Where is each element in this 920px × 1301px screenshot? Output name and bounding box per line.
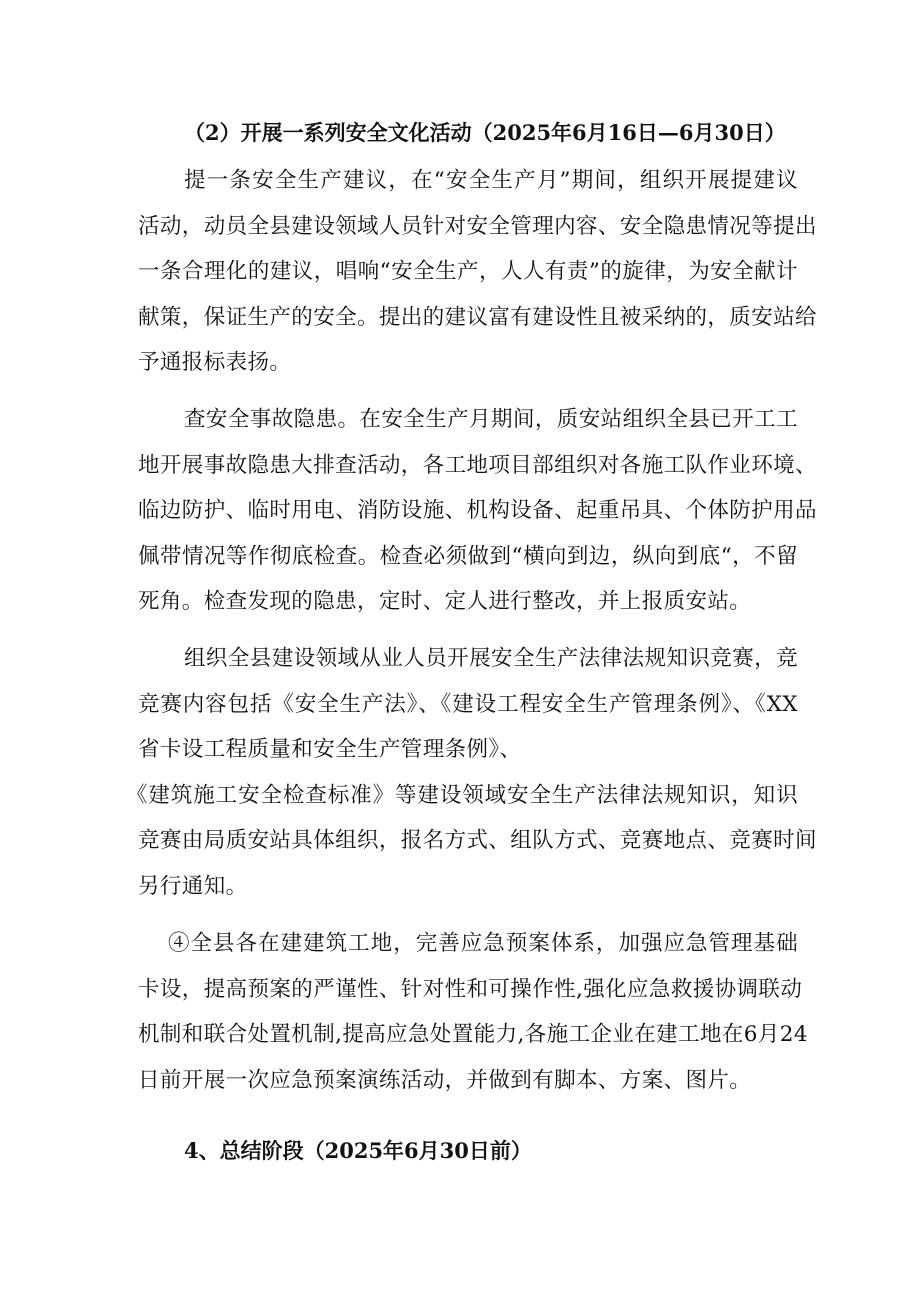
paragraph-line: 予通报标表扬。	[138, 350, 292, 375]
paragraph-line: 查安全事故隐患。在安全生产月期间，质安站组织全县已开工工	[184, 407, 798, 432]
stage-heading: 4、总结阶段（2025年6月30日前）	[184, 1138, 532, 1163]
paragraph-line: 省卡设工程质量和安全生产管理条例》、	[138, 737, 522, 762]
paragraph-line: 临边防护、临时用电、消防设施、机构设备、起重吊具、个体防护用品	[138, 498, 817, 523]
paragraph-line: 竞赛由局质安站具体组织，报名方式、组队方式、竞赛地点、竞赛时间	[138, 828, 817, 853]
paragraph-line: 组织全县建设领域从业人员开展安全生产法律法规知识竞赛，竞	[184, 646, 798, 671]
paragraph-line: ④全县各在建建筑工地，完善应急预案体系，加强应急管理基础	[168, 931, 798, 956]
paragraph-line: 死角。检查发现的隐患，定时、定人进行整改，并上报质安站。	[138, 589, 752, 614]
paragraph-line: 机制和联合处置机制,提高应急处置能力,各施工企业在建工地在6月24	[138, 1022, 808, 1047]
paragraph-line: 提一条安全生产建议，在“安全生产月”期间，组织开展提建议	[184, 168, 798, 193]
paragraph-line: 日前开展一次应急预案演练活动，并做到有脚本、方案、图片。	[138, 1067, 752, 1093]
paragraph-emergency-plan	[138, 921, 808, 1103]
paragraph-suggestion	[138, 158, 817, 386]
paragraph-line: 竞赛内容包括《安全生产法》、《建设工程安全生产管理条例》、《XX	[138, 691, 798, 717]
paragraph-hazard-check	[138, 397, 817, 625]
paragraph-line: 一条合理化的建议，唱响“安全生产，人人有责”的旋律，为安全献计	[138, 259, 798, 284]
paragraph-line: 活动，动员全县建设领域人员针对安全管理内容、安全隐患情况等提出	[138, 213, 817, 239]
paragraph-line: 卡设，提高预案的严谨性、针对性和可操作性,强化应急救援协调联动	[138, 976, 803, 1002]
paragraph-line: 另行通知。	[138, 873, 248, 899]
paragraph-knowledge-contest	[126, 636, 817, 909]
paragraph-line: 地开展事故隐患大排查活动，各工地项目部组织对各施工队作业环境、	[138, 452, 817, 478]
paragraph-line: 献策，保证生产的安全。提出的建议富有建设性且被采纳的，质安站给	[138, 304, 817, 330]
paragraph-line: 佩带情况等作彻底检查。检查必须做到“横向到边，纵向到底“，不留	[138, 543, 798, 569]
activity-subheading: （2）开展一系列安全文化活动（2025年6月16日—6月30日）	[184, 120, 786, 145]
paragraph-line: 《建筑施工安全检查标准》等建设领域安全生产法律法规知识，知识	[126, 782, 798, 808]
